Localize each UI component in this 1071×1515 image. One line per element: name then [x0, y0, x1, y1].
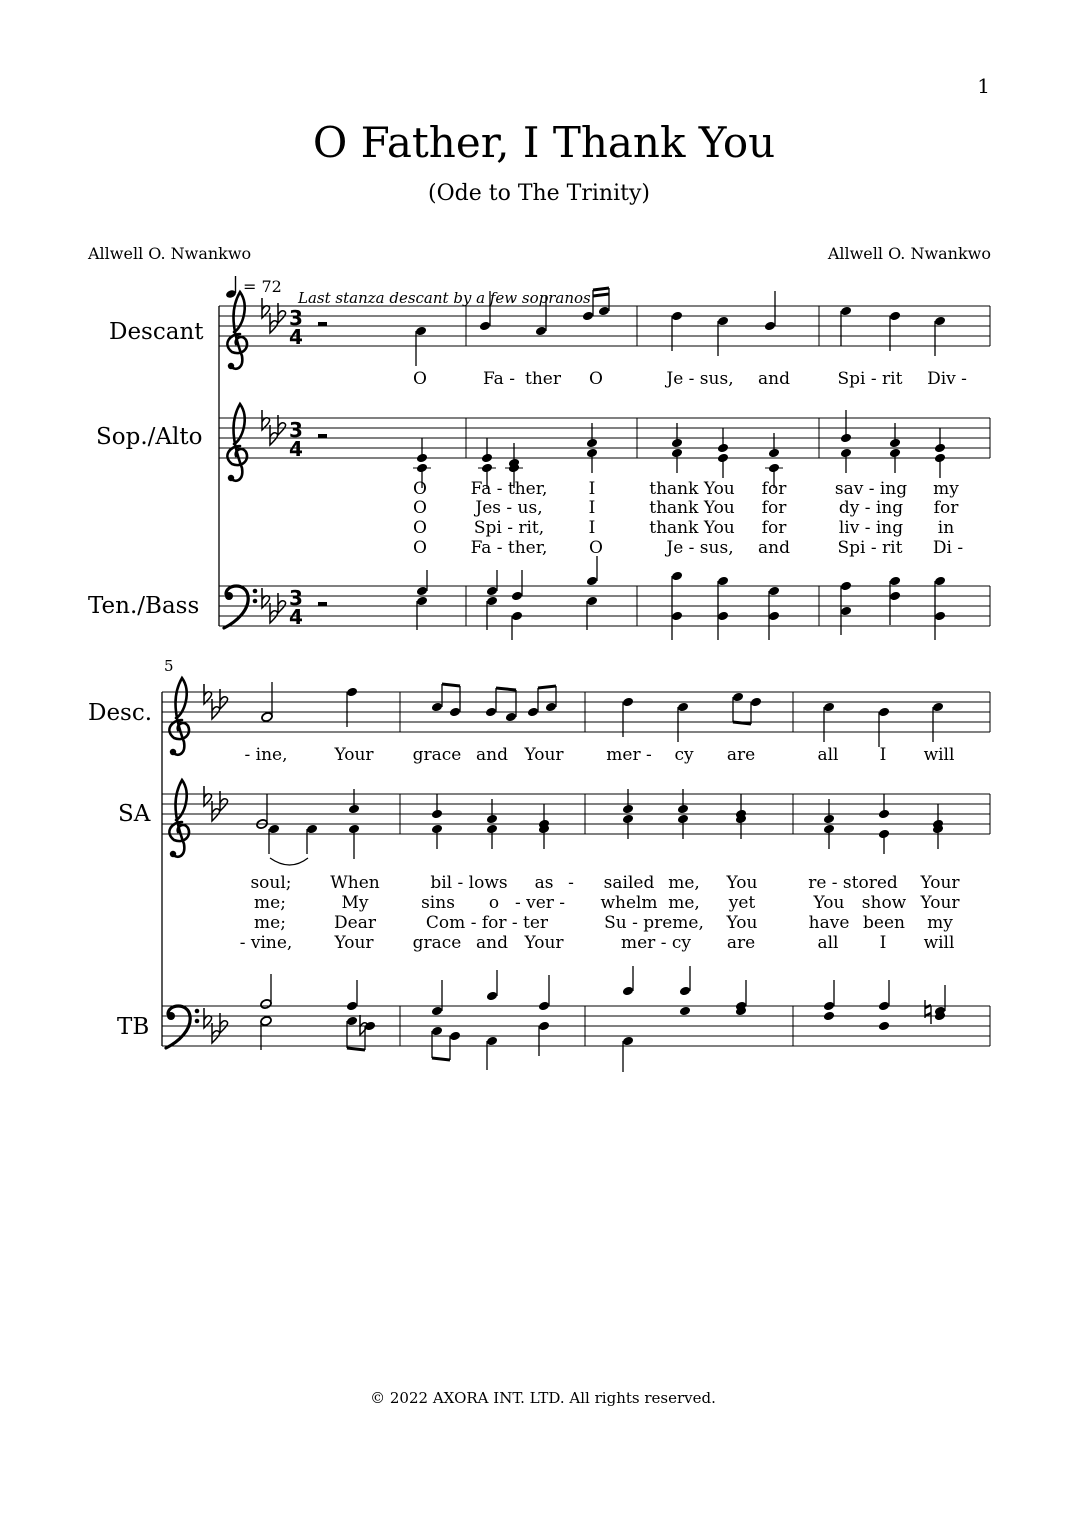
descant-notes: [415, 288, 946, 366]
svg-text:soul;: soul;: [250, 873, 292, 893]
svg-text:sav - ing: sav - ing: [834, 479, 908, 499]
svg-text:Fa - ther,: Fa - ther,: [470, 479, 548, 499]
svg-text:-: -: [568, 873, 574, 893]
svg-text:When: When: [330, 873, 380, 893]
svg-text:O: O: [589, 538, 603, 558]
sa-notes: [256, 789, 944, 865]
svg-text:and: and: [476, 933, 508, 953]
svg-text:O: O: [413, 518, 427, 538]
lyricist: Allwell O. Nwankwo: [88, 244, 252, 263]
svg-text:Di -: Di -: [932, 538, 964, 558]
svg-text:bil - lows: bil - lows: [430, 873, 508, 893]
svg-text:will: will: [923, 745, 955, 765]
svg-text:grace: grace: [412, 933, 462, 953]
svg-text:Your: Your: [334, 933, 374, 953]
measure-number: 5: [164, 657, 174, 675]
svg-text:all: all: [817, 745, 839, 765]
svg-text:for: for: [761, 479, 787, 499]
ten-bass-notes: [416, 556, 946, 640]
svg-text:O: O: [589, 369, 603, 389]
svg-text:Fa -: Fa -: [483, 369, 515, 389]
svg-text:4: 4: [289, 605, 303, 629]
page-number: 1: [977, 74, 990, 98]
svg-text:for: for: [933, 498, 959, 518]
svg-text:Div -: Div -: [927, 369, 967, 389]
svg-text:- ver -: - ver -: [514, 893, 566, 913]
svg-text:Je - sus,: Je - sus,: [666, 369, 734, 389]
svg-text:me;: me;: [254, 893, 286, 913]
svg-text:Su - preme,: Su - preme,: [604, 913, 704, 933]
copyright-notice: © 2022 AXORA INT. LTD. All rights reserved.: [370, 1389, 716, 1407]
sa-lyrics: [240, 873, 961, 953]
svg-text:3: 3: [289, 418, 303, 442]
svg-text:and: and: [758, 369, 790, 389]
svg-text:You: You: [813, 893, 845, 913]
svg-text:cy: cy: [674, 745, 694, 765]
descant-instruction: Last stanza descant by a few sopranos: [298, 289, 591, 307]
svg-text:and: and: [758, 538, 790, 558]
staff-label-tb: TB: [117, 1014, 150, 1040]
svg-text:Your: Your: [524, 745, 564, 765]
svg-text:thank You: thank You: [649, 518, 735, 538]
svg-text:show: show: [861, 893, 907, 913]
svg-text:o: o: [488, 893, 500, 913]
staff-label-sa: SA: [118, 801, 151, 827]
system-1: [88, 288, 990, 640]
staff-label-desc: Desc.: [88, 700, 153, 726]
svg-text:my: my: [927, 913, 953, 933]
svg-text:me,: me,: [668, 893, 700, 913]
svg-text:You: You: [726, 913, 758, 933]
svg-text:have: have: [808, 913, 850, 933]
tb-staff: [162, 1006, 990, 1046]
svg-text:O: O: [413, 498, 427, 518]
staff-label-descant: Descant: [109, 319, 204, 345]
desc-lyrics: [245, 745, 955, 765]
desc-staff: [162, 692, 990, 732]
svg-text:for: for: [761, 518, 787, 538]
svg-text:O: O: [413, 479, 427, 499]
svg-text:4: 4: [289, 325, 303, 349]
svg-text:Your: Your: [334, 745, 374, 765]
svg-text:for: for: [761, 498, 787, 518]
sop-alto-lyrics: [413, 479, 963, 558]
svg-text:Your: Your: [524, 933, 564, 953]
svg-text:4: 4: [289, 437, 303, 461]
svg-text:3: 3: [289, 586, 303, 610]
svg-text:Com - for - ter: Com - for - ter: [425, 913, 549, 933]
svg-text:Your: Your: [920, 893, 960, 913]
svg-text:Dear: Dear: [334, 913, 376, 933]
svg-text:thank You: thank You: [649, 479, 735, 499]
svg-text:My: My: [341, 893, 369, 913]
svg-text:I: I: [879, 745, 887, 765]
svg-text:sailed: sailed: [603, 873, 655, 893]
svg-text:I: I: [588, 479, 596, 499]
svg-text:mer -: mer -: [606, 745, 652, 765]
svg-text:- ine,: - ine,: [244, 745, 288, 765]
staff-label-ten-bass: Ten./Bass: [88, 593, 200, 619]
ten-bass-staff: [219, 586, 990, 626]
composer: Allwell O. Nwankwo: [827, 244, 991, 263]
svg-text:I: I: [588, 498, 596, 518]
sa-staff: [162, 794, 990, 834]
svg-text:Your: Your: [920, 873, 960, 893]
sop-alto-notes: [413, 410, 946, 488]
svg-text:O: O: [413, 538, 427, 558]
svg-text:Fa - ther,: Fa - ther,: [470, 538, 548, 558]
natural-sign: [925, 1000, 931, 1024]
svg-text:dy - ing: dy - ing: [838, 498, 904, 518]
svg-text:Spi - rit: Spi - rit: [837, 538, 903, 558]
tempo-value: = 72: [243, 277, 282, 296]
svg-text:You: You: [726, 873, 758, 893]
svg-text:will: will: [923, 933, 955, 953]
svg-text:mer - cy: mer - cy: [621, 933, 691, 953]
svg-text:ther: ther: [525, 369, 561, 389]
svg-text:all: all: [817, 933, 839, 953]
subtitle: (Ode to The Trinity): [428, 181, 650, 206]
tb-notes: [260, 966, 946, 1072]
svg-text:3: 3: [289, 306, 303, 330]
svg-text:O: O: [413, 369, 427, 389]
descant-lyrics: [413, 369, 967, 389]
svg-text:in: in: [937, 518, 955, 538]
svg-text:- vine,: - vine,: [239, 933, 293, 953]
staff-label-sop-alto: Sop./Alto: [96, 424, 203, 450]
svg-text:Spi - rit,: Spi - rit,: [473, 518, 545, 538]
svg-text:I: I: [879, 933, 887, 953]
svg-text:Je - sus,: Je - sus,: [666, 538, 734, 558]
svg-text:and: and: [476, 745, 508, 765]
svg-text:grace: grace: [412, 745, 462, 765]
svg-text:my: my: [933, 479, 959, 499]
svg-text:as: as: [534, 873, 554, 893]
svg-text:are: are: [726, 933, 756, 953]
svg-text:me,: me,: [668, 873, 700, 893]
svg-text:re - stored: re - stored: [808, 873, 898, 893]
svg-text:whelm: whelm: [600, 893, 658, 913]
system-2: [88, 657, 990, 1072]
svg-text:sins: sins: [421, 893, 455, 913]
sop-alto-staff: [219, 418, 990, 458]
page-title: O Father, I Thank You: [312, 118, 776, 167]
svg-text:Jes - us,: Jes - us,: [475, 498, 543, 518]
svg-text:I: I: [588, 518, 596, 538]
svg-text:are: are: [726, 745, 756, 765]
svg-text:liv - ing: liv - ing: [838, 518, 904, 538]
svg-text:Spi - rit: Spi - rit: [837, 369, 903, 389]
svg-text:yet: yet: [728, 893, 756, 913]
svg-text:me;: me;: [254, 913, 286, 933]
svg-text:been: been: [863, 913, 905, 933]
svg-text:thank You: thank You: [649, 498, 735, 518]
